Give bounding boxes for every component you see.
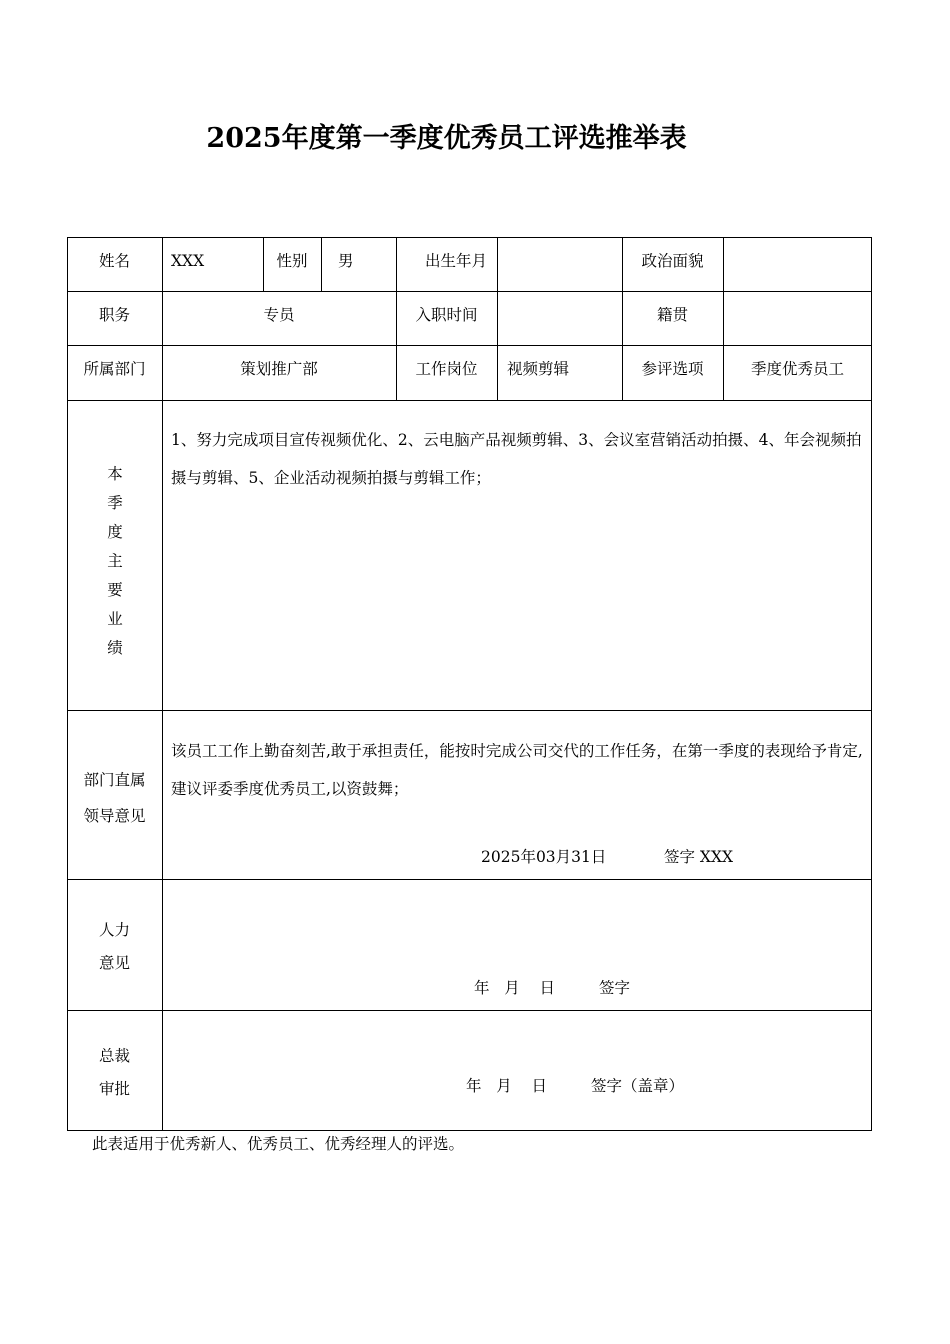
col-divider xyxy=(321,237,322,291)
hr-opinion-label-line: 意见 xyxy=(98,954,130,972)
achievements-label-char: 本 xyxy=(107,465,123,483)
hr-opinion-date: 年 月 日 xyxy=(474,979,555,997)
dept-opinion-text[interactable]: 该员工工作上勤奋刻苦,敢于承担责任，能按时完成公司交代的工作任务，在第一季度的表现给予肯定,建议评委季度优秀员工,以资鼓舞； xyxy=(171,742,863,798)
category-label: 参评选项 xyxy=(641,360,704,378)
achievements-label-char: 绩 xyxy=(107,639,123,657)
ceo-approval-label-line: 审批 xyxy=(98,1080,130,1098)
name-value[interactable]: XXX xyxy=(171,252,205,270)
footnote: 此表适用于优秀新人、优秀员工、优秀经理人的评选。 xyxy=(92,1135,465,1153)
ceo-approval-signature: 签字（盖章） xyxy=(591,1077,685,1095)
row-divider xyxy=(67,291,872,292)
department-value[interactable]: 策划推广部 xyxy=(240,360,318,378)
birth-label: 出生年月 xyxy=(424,252,487,270)
category-value[interactable]: 季度优秀员工 xyxy=(750,360,844,378)
position-label: 职务 xyxy=(98,306,130,324)
ceo-approval-label xyxy=(67,1040,162,1106)
position-value[interactable]: 专员 xyxy=(263,306,295,324)
entry-date-label: 入职时间 xyxy=(415,306,478,324)
dept-opinion-date: 2025年03月31日 xyxy=(481,848,607,866)
achievements-label-char: 要 xyxy=(107,581,123,599)
achievements-label-char: 业 xyxy=(107,610,123,628)
achievements-label-char: 主 xyxy=(107,552,123,570)
political-label: 政治面貌 xyxy=(641,252,704,270)
row-divider xyxy=(67,345,872,346)
page-title: 2025年度第一季度优秀员工评选推举表 xyxy=(206,123,687,154)
dept-opinion-label-line: 部门直属 xyxy=(83,771,146,789)
hr-opinion-label xyxy=(67,914,162,980)
origin-label: 籍贯 xyxy=(656,306,688,324)
achievements-label-char: 度 xyxy=(107,523,123,541)
gender-label: 性别 xyxy=(276,252,308,270)
gender-value[interactable]: 男 xyxy=(338,252,354,270)
row-divider xyxy=(67,1010,872,1011)
hr-opinion-signature: 签字 xyxy=(599,979,631,997)
hr-opinion-label-line: 人力 xyxy=(98,921,130,939)
row-divider xyxy=(67,400,872,401)
name-label: 姓名 xyxy=(98,252,130,270)
dept-opinion-label-line: 领导意见 xyxy=(83,807,146,825)
achievements-label xyxy=(100,460,130,663)
achievements-label-char: 季 xyxy=(107,494,123,512)
department-label: 所属部门 xyxy=(83,360,146,378)
dept-opinion-label xyxy=(67,762,162,834)
post-label: 工作岗位 xyxy=(415,360,478,378)
row-divider xyxy=(67,879,872,880)
post-value[interactable]: 视频剪辑 xyxy=(507,360,570,378)
ceo-approval-date: 年 月 日 xyxy=(466,1077,547,1095)
achievements-text[interactable]: 1、努力完成项目宣传视频优化、2、云电脑产品视频剪辑、3、会议室营销活动拍摄、4、年会视频拍摄与剪辑、5、企业活动视频拍摄与剪辑工作； xyxy=(171,431,862,487)
ceo-approval-label-line: 总裁 xyxy=(98,1047,130,1065)
dept-opinion-signature: 签字 XXX xyxy=(664,848,734,866)
row-divider xyxy=(67,710,872,711)
